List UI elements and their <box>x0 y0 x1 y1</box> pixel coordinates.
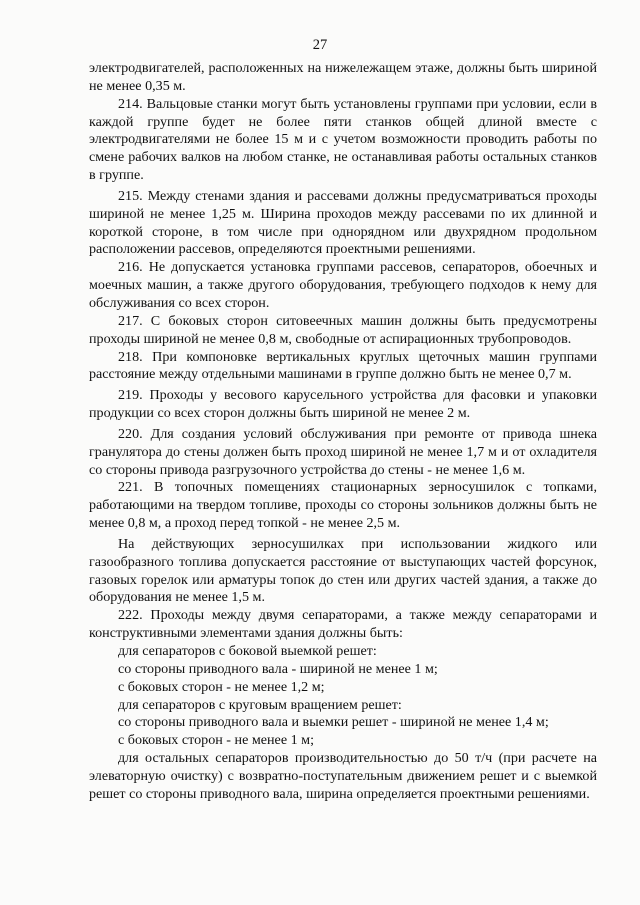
paragraph: 220. Для создания условий обслуживания при ремонте от привода шнека гранулятора до стены должен быть проход шириной не менее 1,7 м и от охладителя со стороны привода разгрузочного устройства до стены - не менее 1,6 м. <box>89 425 597 478</box>
paragraph: для сепараторов с круговым вращением решет: <box>118 696 402 713</box>
paragraph: 219. Проходы у весового карусельного устройства для фасовки и упаковки продукции со всех сторон должны быть шириной не менее 2 м. <box>89 387 597 422</box>
paragraph: с боковых сторон - не менее 1 м; <box>118 732 314 749</box>
paragraph: 217. С боковых сторон ситовеечных машин должны быть предусмотрены проходы шириной не менее 0,8 м, свободные от аспирационных трубопроводов. <box>89 312 597 347</box>
document-body <box>89 60 597 804</box>
paragraph: 218. При компоновке вертикальных круглых щеточных машин группами расстояние между отдельными машинами в группе должно быть не менее 0,7 м. <box>89 348 597 383</box>
paragraph: со стороны приводного вала и выемки решет - шириной не менее 1,4 м; <box>118 714 549 731</box>
paragraph: 215. Между стенами здания и рассевами должны предусматриваться проходы шириной не менее 1,25 м. Ширина проходов между рассевами по их длинной и короткой стороне, в том числе при однорядном или двухрядном продольном расположении рассевов, определяются проектными решениями. <box>89 187 597 258</box>
paragraph: с боковых сторон - не менее 1,2 м; <box>118 678 325 695</box>
page-number: 27 <box>312 37 328 53</box>
paragraph: электродвигателей, расположенных на нижележащем этаже, должны быть шириной не менее 0,35 м. <box>89 60 597 94</box>
paragraph: 221. В топочных помещениях стационарных зерносушилок с топками, работающими на твердом топливе, проходы со стороны зольников должны быть не менее 0,8 м, а проход перед топкой - не менее 2,5 м. <box>89 479 597 532</box>
paragraph: 216. Не допускается установка группами рассевов, сепараторов, обоечных и моечных машин, а также другого оборудования, требующего подходов к нему для обслуживания со всех сторон. <box>89 259 597 311</box>
paragraph: для остальных сепараторов производительностью до 50 т/ч (при расчете на элеваторную очистку) с возвратно-поступательным движением решет и с выемкой решет со стороны приводного вала, ширина определяется проектными решениями. <box>89 750 597 802</box>
paragraph: со стороны приводного вала - шириной не менее 1 м; <box>118 660 438 677</box>
paragraph: 222. Проходы между двумя сепараторами, а также между сепараторами и конструктивными элементами здания должны быть: <box>89 607 597 642</box>
paragraph: для сепараторов с боковой выемкой решет: <box>118 643 377 659</box>
paragraph: 214. Вальцовые станки могут быть установлены группами при условии, если в каждой группе будет не более пяти станков общей длиной вместе с электродвигателями не более 15 м и с учетом возможности проводить работы по смене рабочих валков на любом станке, не останавливая работы остальных станков в группе. <box>89 95 597 184</box>
paragraph: На действующих зерносушилках при использовании жидкого или газообразного топлива допускается расстояние от выступающих частей форсунок, газовых горелок или арматуры топок до стен или других частей здания, а также до оборудования не менее 1,5 м. <box>89 535 597 606</box>
